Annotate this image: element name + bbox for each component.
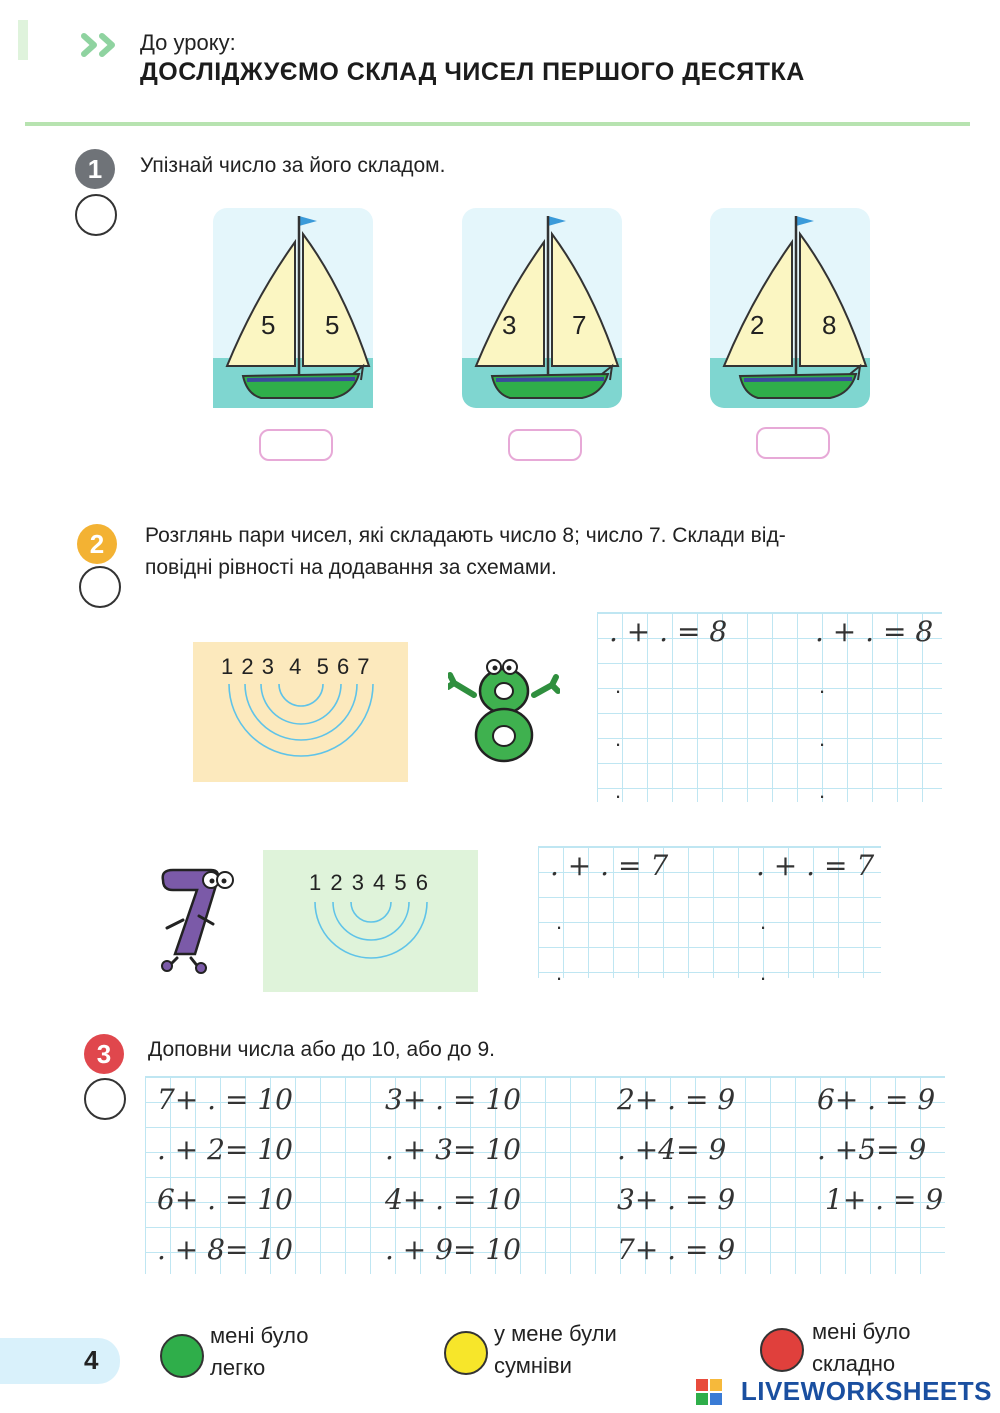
sail-right-number: 8: [822, 310, 837, 340]
blank-dot: .: [760, 960, 767, 985]
sailboat-illustration: [710, 208, 870, 408]
page-number: 4: [84, 1345, 99, 1375]
blank-dot: .: [760, 909, 767, 934]
exercise-r4c3: 7+ . = 9: [617, 1233, 736, 1266]
easy-feedback-dot[interactable]: [160, 1334, 204, 1378]
sailboat-illustration: [462, 208, 622, 408]
hard-feedback-dot[interactable]: [760, 1328, 804, 1372]
easy-label-line2: легко: [210, 1355, 266, 1380]
exercise-r1c2: 3+ . = 10: [385, 1083, 521, 1116]
sail-right-number: 7: [572, 310, 587, 340]
task3-instruction: Доповни числа або до 10, або до 9.: [148, 1038, 495, 1061]
answer-box-2[interactable]: [508, 429, 582, 461]
exercise-r3c1: 6+ . = 10: [157, 1183, 293, 1216]
blank-dot: .: [819, 673, 826, 698]
exercise-r4c1: . + 8= 10: [157, 1233, 293, 1266]
task2-badge: 2: [77, 524, 117, 564]
exercise-r4c2: . + 9= 10: [385, 1233, 521, 1266]
exercise-r3c3: 3+ . = 9: [617, 1183, 736, 1216]
exercise-r1c1: 7+ . = 10: [157, 1083, 293, 1116]
exercise-r1c3: 2+ . = 9: [617, 1083, 736, 1116]
task2-self-check-circle[interactable]: [79, 566, 121, 608]
number-pairs-scheme-8: [193, 642, 408, 782]
header-divider: [25, 122, 970, 126]
doubt-feedback-dot[interactable]: [444, 1331, 488, 1375]
answer-box-3[interactable]: [756, 427, 830, 459]
task3-badge: 3: [84, 1034, 124, 1074]
exercise-r1c4: 6+ . = 9: [817, 1083, 936, 1116]
sailboat-card-2: [462, 208, 622, 408]
blank-dot: .: [819, 726, 826, 751]
sequence-1-7: 1 2 3 4 5 6 7: [221, 654, 371, 679]
blank-dot: .: [819, 778, 826, 803]
doubt-label-line2: сумніви: [494, 1353, 572, 1378]
number-seven-character-icon: [155, 862, 235, 974]
task3-self-check-circle[interactable]: [84, 1078, 126, 1120]
task3-exercise-grid[interactable]: [145, 1076, 945, 1274]
number-pairs-scheme-7: [263, 850, 478, 992]
equation-template-8b: . + . = 8: [815, 615, 934, 648]
blank-dot: .: [556, 909, 563, 934]
sail-right-number: 5: [325, 310, 340, 340]
exercise-r2c1: . + 2= 10: [157, 1133, 293, 1166]
task1-instruction: Упізнай число за його складом.: [140, 154, 446, 177]
sailboat-card-1: [213, 208, 373, 408]
blank-dot: .: [615, 726, 622, 751]
answer-grid-7[interactable]: [538, 846, 881, 985]
liveworksheets-logo-icon: [696, 1379, 722, 1405]
liveworksheets-brand: LIVEWORKSHEETS: [740, 1376, 992, 1406]
sail-left-number: 5: [261, 310, 276, 340]
hard-label-line2: складно: [812, 1351, 896, 1376]
task2-instruction-line2: повідні рівності на додавання за схемами.: [145, 556, 557, 579]
sail-left-number: 3: [502, 310, 517, 340]
page-edge-tab: [18, 20, 28, 60]
exercise-r3c2: 4+ . = 10: [385, 1183, 521, 1216]
equation-template-8a: . + . = 8: [609, 615, 728, 648]
easy-label-line1: мені було: [210, 1323, 309, 1348]
sail-left-number: 2: [750, 310, 765, 340]
hard-label-line1: мені було: [812, 1319, 911, 1344]
answer-grid-8[interactable]: [597, 612, 942, 802]
lesson-title: ДОСЛІДЖУЄМО СКЛАД ЧИСЕЛ ПЕРШОГО ДЕСЯТКА: [140, 58, 805, 86]
sailboat-illustration: [213, 208, 373, 408]
pairing-arcs: [263, 896, 478, 992]
exercise-r3c4: 1+ . = 9: [825, 1183, 944, 1216]
number-eight-character-icon: [448, 655, 560, 767]
task2-instruction-line1: Розглянь пари чисел, які складають число 8; число 7. Склади від-: [145, 524, 786, 547]
exercise-r2c3: . +4= 9: [617, 1133, 727, 1166]
exercise-r2c4: . +5= 9: [817, 1133, 927, 1166]
answer-box-1[interactable]: [259, 429, 333, 461]
doubt-label-line1: у мене були: [494, 1321, 617, 1346]
sailboat-card-3: [710, 208, 870, 408]
task1-badge: 1: [75, 149, 115, 189]
page-number-tab: [0, 1338, 120, 1384]
blank-dot: .: [615, 673, 622, 698]
double-chevron-icon: [80, 32, 130, 58]
exercise-r2c2: . + 3= 10: [385, 1133, 521, 1166]
sequence-1-6: 1 2 3 4 5 6: [309, 870, 430, 895]
pairing-arcs: [193, 678, 408, 782]
task1-self-check-circle[interactable]: [75, 194, 117, 236]
lesson-kicker: До уроку:: [140, 30, 236, 55]
equation-template-7a: . + . = 7: [550, 849, 669, 882]
blank-dot: .: [556, 960, 563, 985]
equation-template-7b: . + . = 7: [756, 849, 875, 882]
blank-dot: .: [615, 778, 622, 803]
